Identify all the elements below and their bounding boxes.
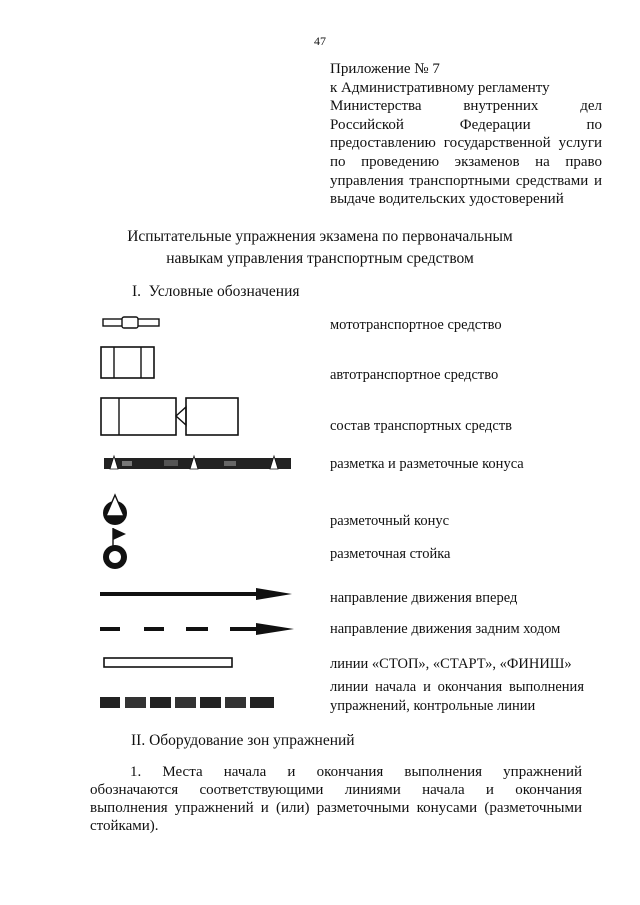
forward-arrow-symbol-icon bbox=[100, 586, 294, 602]
reverse-arrow-symbol-icon bbox=[100, 621, 296, 637]
legend-label-stop-start-finish: линии «СТОП», «СТАРТ», «ФИНИШ» bbox=[330, 656, 572, 672]
annex-line: по проведению экзаменов на право bbox=[330, 153, 602, 170]
stop-start-finish-line-symbol-icon bbox=[103, 657, 235, 669]
legend-label-reverse: направление движения задним ходом bbox=[330, 621, 561, 637]
annex-line: предоставлению государственной услуги bbox=[330, 135, 602, 152]
legend-label-post: разметочная стойка bbox=[330, 546, 451, 562]
paragraph-line: обозначаются соответствующими линиями начала и окончания bbox=[90, 782, 582, 798]
legend-label-combination: состав транспортных средств bbox=[330, 418, 513, 434]
vehicle-combination-symbol-icon bbox=[100, 397, 240, 437]
section-2-heading: II. Оборудование зон упражнений bbox=[131, 732, 355, 749]
title-line-2: навыкам управления транспортным средством bbox=[166, 250, 474, 267]
annex-line: к Административному регламенту bbox=[330, 79, 550, 96]
annex-line: управления транспортными средствами и bbox=[330, 172, 602, 189]
paragraph-line: стойками). bbox=[90, 818, 159, 834]
post-symbol-icon bbox=[100, 525, 132, 571]
annex-line: Приложение № 7 bbox=[330, 61, 440, 77]
control-line-symbol-icon bbox=[100, 696, 276, 710]
title-line-1: Испытательные упражнения экзамена по первоначальным bbox=[127, 228, 513, 245]
annex-header bbox=[330, 60, 602, 209]
legend-label-motorcycle: мототранспортное средство bbox=[330, 317, 502, 333]
paragraph-line: выполнения упражнений и (или) разметочными конусами (разметочными bbox=[90, 800, 582, 816]
motorcycle-symbol-icon bbox=[100, 316, 162, 330]
section-1-heading: I. Условные обозначения bbox=[132, 283, 300, 300]
annex-line: выдаче водительских удостоверений bbox=[330, 191, 564, 208]
legend-label-cone: разметочный конус bbox=[330, 513, 450, 529]
cone-symbol-icon bbox=[100, 492, 132, 528]
legend-label-car: автотранспортное средство bbox=[330, 367, 499, 383]
paragraph-line: 1. Места начала и окончания выполнения упражнений bbox=[130, 764, 582, 780]
car-symbol-icon bbox=[100, 346, 156, 380]
annex-line: Российской Федерации по bbox=[330, 116, 602, 133]
paragraph-1 bbox=[90, 763, 582, 835]
annex-line: Министерства внутренних дел bbox=[330, 98, 602, 115]
page-number: 47 bbox=[314, 34, 326, 48]
legend-label-marking: разметка и разметочные конуса bbox=[330, 456, 524, 472]
marking-with-cones-symbol-icon bbox=[104, 454, 292, 472]
legend-label-forward: направление движения вперед bbox=[330, 590, 518, 606]
document-title bbox=[0, 226, 640, 270]
legend-label-control-lines: линии начала и окончания выполнения упражнений, контрольные линии bbox=[330, 679, 584, 714]
